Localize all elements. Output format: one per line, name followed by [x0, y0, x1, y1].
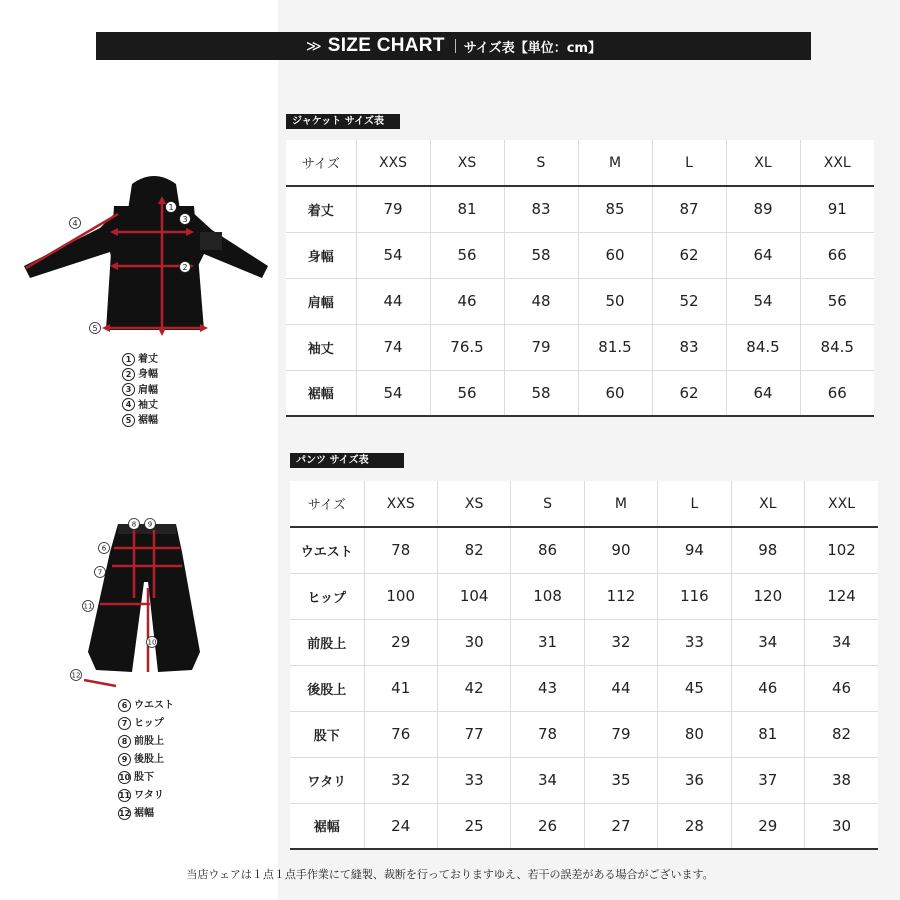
table-cell: 50: [578, 278, 652, 324]
legend-label: 身幅: [138, 369, 158, 381]
column-header: XS: [430, 140, 504, 186]
legend-item: [122, 383, 158, 398]
jacket-size-table: [286, 140, 874, 417]
legend-label: 後股上: [134, 754, 164, 765]
table-cell: 94: [658, 527, 731, 573]
table-cell: 56: [430, 232, 504, 278]
column-header: XXL: [800, 140, 874, 186]
row-label: 身幅: [286, 232, 356, 278]
legend-number-badge: 7: [118, 717, 131, 730]
legend-label: 前股上: [134, 736, 164, 747]
svg-text:3: 3: [182, 215, 188, 224]
legend-item: [118, 733, 174, 751]
table-cell: 79: [584, 711, 657, 757]
legend-label: ウエスト: [134, 700, 174, 711]
column-header: XL: [726, 140, 800, 186]
pants-illustration: [60, 512, 220, 692]
table-cell: 104: [437, 573, 510, 619]
table-cell: 82: [437, 527, 510, 573]
table-cell: 30: [437, 619, 510, 665]
table-cell: 36: [658, 757, 731, 803]
column-header: サイズ: [286, 140, 356, 186]
table-cell: 86: [511, 527, 584, 573]
table-cell: 98: [731, 527, 804, 573]
row-label: ワタリ: [290, 757, 364, 803]
table-cell: 112: [584, 573, 657, 619]
double-chevron-icon: ≫: [306, 38, 322, 55]
table-cell: 62: [652, 232, 726, 278]
legend-item: [122, 398, 158, 413]
size-chart-title: SIZE CHART: [327, 35, 445, 56]
table-cell: 35: [584, 757, 657, 803]
row-label: 裾幅: [286, 370, 356, 416]
row-label: 裾幅: [290, 803, 364, 849]
table-cell: 116: [658, 573, 731, 619]
table-row: [290, 619, 878, 665]
legend-number-badge: 11: [119, 790, 131, 800]
table-cell: 79: [504, 324, 578, 370]
table-cell: 46: [430, 278, 504, 324]
table-cell: 56: [800, 278, 874, 324]
table-row: [286, 324, 874, 370]
pants-legend: [118, 697, 174, 823]
table-cell: 24: [364, 803, 437, 849]
table-cell: 27: [584, 803, 657, 849]
table-cell: 76: [364, 711, 437, 757]
table-cell: 29: [731, 803, 804, 849]
table-cell: 76.5: [430, 324, 504, 370]
column-header: M: [578, 140, 652, 186]
jacket-table-tag: ジャケット サイズ表: [286, 114, 400, 129]
table-row: [290, 573, 878, 619]
table-cell: 34: [805, 619, 878, 665]
table-cell: 30: [805, 803, 878, 849]
table-cell: 108: [511, 573, 584, 619]
table-cell: 83: [652, 324, 726, 370]
table-header-row: [286, 140, 874, 186]
legend-item: [118, 751, 174, 769]
table-cell: 44: [584, 665, 657, 711]
table-row: [290, 665, 878, 711]
table-cell: 33: [658, 619, 731, 665]
legend-item: [118, 805, 174, 823]
table-row: [286, 278, 874, 324]
legend-label: 袖丈: [138, 399, 158, 411]
table-cell: 81: [430, 186, 504, 232]
pants-size-table: [290, 481, 878, 850]
table-cell: 89: [726, 186, 800, 232]
table-cell: 66: [800, 370, 874, 416]
table-cell: 58: [504, 370, 578, 416]
legend-number-badge: 10: [119, 772, 131, 782]
table-cell: 28: [658, 803, 731, 849]
legend-number-badge: 6: [118, 699, 131, 712]
table-cell: 100: [364, 573, 437, 619]
table-cell: 52: [652, 278, 726, 324]
legend-number-badge: 12: [119, 808, 131, 818]
table-cell: 56: [430, 370, 504, 416]
table-cell: 87: [652, 186, 726, 232]
row-label: 前股上: [290, 619, 364, 665]
table-header-row: [290, 481, 878, 527]
table-cell: 84.5: [800, 324, 874, 370]
legend-label: ワタリ: [134, 790, 164, 801]
table-cell: 60: [578, 232, 652, 278]
column-header: S: [504, 140, 578, 186]
table-cell: 54: [726, 278, 800, 324]
table-cell: 124: [805, 573, 878, 619]
table-cell: 48: [504, 278, 578, 324]
table-cell: 46: [805, 665, 878, 711]
table-cell: 58: [504, 232, 578, 278]
column-header: L: [652, 140, 726, 186]
svg-text:10: 10: [147, 638, 157, 647]
table-cell: 85: [578, 186, 652, 232]
table-row: [290, 803, 878, 849]
legend-label: 裾幅: [134, 808, 154, 819]
table-cell: 79: [356, 186, 430, 232]
legend-item: [122, 352, 158, 367]
table-cell: 46: [731, 665, 804, 711]
legend-number-badge: 2: [122, 368, 135, 381]
legend-label: 裾幅: [138, 415, 158, 427]
legend-item: [118, 715, 174, 733]
svg-text:12: 12: [71, 671, 81, 680]
disclaimer-note: 当店ウェアは１点１点手作業にて縫製、裁断を行っておりますゆえ、若干の誤差がある場合がございます。: [186, 868, 714, 881]
table-row: [290, 711, 878, 757]
column-header: XXL: [805, 481, 878, 527]
table-cell: 32: [584, 619, 657, 665]
table-cell: 54: [356, 370, 430, 416]
table-cell: 42: [437, 665, 510, 711]
column-header: M: [584, 481, 657, 527]
table-row: [290, 757, 878, 803]
table-cell: 64: [726, 232, 800, 278]
table-cell: 66: [800, 232, 874, 278]
table-cell: 44: [356, 278, 430, 324]
svg-text:8: 8: [131, 520, 137, 529]
svg-text:4: 4: [72, 219, 78, 228]
table-cell: 31: [511, 619, 584, 665]
column-header: L: [658, 481, 731, 527]
table-cell: 81.5: [578, 324, 652, 370]
table-cell: 25: [437, 803, 510, 849]
legend-item: [118, 697, 174, 715]
jacket-legend: [122, 352, 158, 428]
table-cell: 60: [578, 370, 652, 416]
table-row: [286, 186, 874, 232]
legend-item: [122, 413, 158, 428]
legend-number-badge: 9: [118, 753, 131, 766]
size-chart-unit: サイズ表【単位：cm】: [463, 40, 601, 56]
column-header: S: [511, 481, 584, 527]
row-label: 着丈: [286, 186, 356, 232]
legend-label: 着丈: [138, 354, 158, 365]
table-cell: 45: [658, 665, 731, 711]
header-divider: [455, 39, 456, 53]
table-cell: 120: [731, 573, 804, 619]
column-header: XL: [731, 481, 804, 527]
svg-text:11: 11: [83, 602, 93, 611]
pants-table-tag: パンツ サイズ表: [290, 453, 404, 468]
legend-label: 肩幅: [138, 384, 158, 396]
table-cell: 64: [726, 370, 800, 416]
table-cell: 29: [364, 619, 437, 665]
table-cell: 81: [731, 711, 804, 757]
row-label: 袖丈: [286, 324, 356, 370]
jacket-illustration: [14, 170, 274, 350]
svg-text:7: 7: [97, 568, 103, 577]
table-cell: 34: [731, 619, 804, 665]
table-cell: 33: [437, 757, 510, 803]
table-cell: 82: [805, 711, 878, 757]
legend-item: [122, 367, 158, 382]
table-cell: 34: [511, 757, 584, 803]
table-cell: 80: [658, 711, 731, 757]
table-cell: 90: [584, 527, 657, 573]
table-cell: 38: [805, 757, 878, 803]
table-cell: 62: [652, 370, 726, 416]
table-row: [290, 527, 878, 573]
legend-label: 股下: [134, 772, 154, 783]
legend-number-badge: 3: [122, 383, 135, 396]
table-row: [286, 370, 874, 416]
table-cell: 77: [437, 711, 510, 757]
table-cell: 102: [805, 527, 878, 573]
table-cell: 37: [731, 757, 804, 803]
table-cell: 84.5: [726, 324, 800, 370]
legend-number-badge: 5: [122, 414, 135, 427]
table-cell: 83: [504, 186, 578, 232]
table-cell: 78: [364, 527, 437, 573]
table-cell: 41: [364, 665, 437, 711]
legend-item: [118, 787, 174, 805]
row-label: ウエスト: [290, 527, 364, 573]
column-header: XS: [437, 481, 510, 527]
svg-text:5: 5: [92, 324, 98, 333]
svg-text:6: 6: [101, 544, 107, 553]
svg-text:2: 2: [182, 263, 188, 272]
table-cell: 91: [800, 186, 874, 232]
row-label: 股下: [290, 711, 364, 757]
table-cell: 78: [511, 711, 584, 757]
row-label: 後股上: [290, 665, 364, 711]
table-cell: 43: [511, 665, 584, 711]
table-cell: 32: [364, 757, 437, 803]
legend-number-badge: 4: [122, 398, 135, 411]
table-cell: 54: [356, 232, 430, 278]
table-cell: 74: [356, 324, 430, 370]
column-header: サイズ: [290, 481, 364, 527]
column-header: XXS: [356, 140, 430, 186]
table-cell: 26: [511, 803, 584, 849]
svg-text:9: 9: [147, 520, 153, 529]
size-chart-header: [96, 32, 811, 60]
row-label: ヒップ: [290, 573, 364, 619]
column-header: XXS: [364, 481, 437, 527]
svg-text:1: 1: [168, 203, 174, 212]
row-label: 肩幅: [286, 278, 356, 324]
legend-item: [118, 769, 174, 787]
legend-label: ヒップ: [134, 718, 164, 729]
table-row: [286, 232, 874, 278]
legend-number-badge: 8: [118, 735, 131, 748]
legend-number-badge: 1: [122, 353, 135, 366]
